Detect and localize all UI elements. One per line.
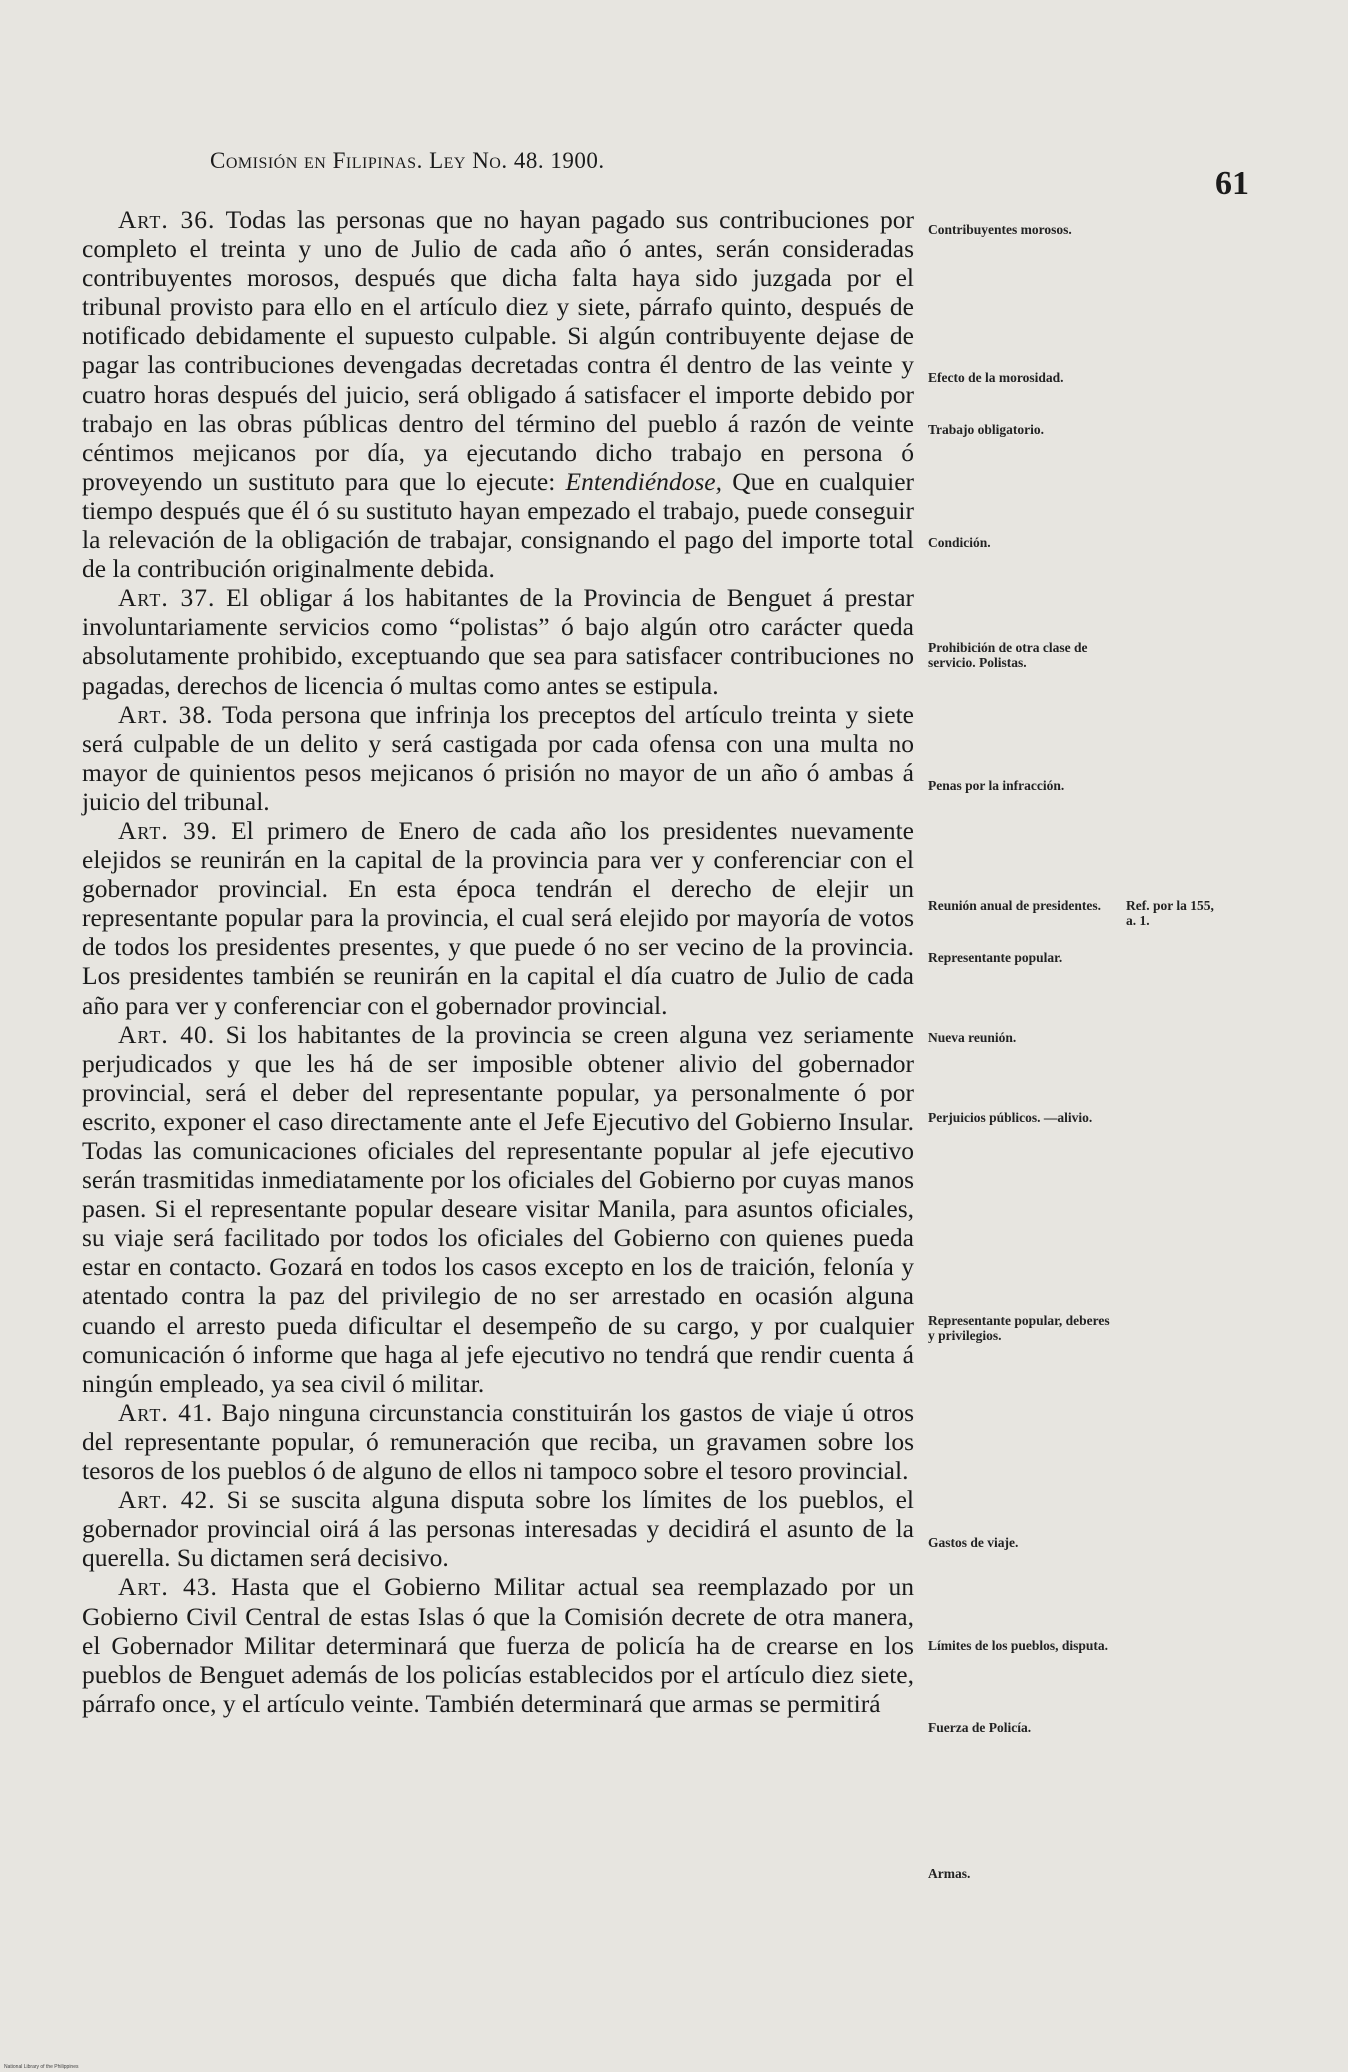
article-number: Art. 36.	[118, 205, 216, 234]
body-text	[82, 205, 914, 1718]
article-text: Bajo ninguna circunstancia constituirán los gastos de viaje ú otros del representante popular, ó remuneración que reciba, un gravamen sobre los tesoros de los pueblos ó de alguno de ellos ni tampoco sobre el tesoro provincial.	[82, 1397, 914, 1486]
margin-note: Penas por la infracción.	[928, 778, 1065, 793]
running-title: Comisión en Filipinas. Ley No. 48. 1900.	[210, 148, 605, 173]
article-40	[82, 1020, 914, 1398]
article-number: Art. 37.	[118, 583, 216, 613]
margin-note: Trabajo obligatorio.	[928, 422, 1044, 437]
margin-note: Reunión anual de presidentes.	[928, 898, 1102, 913]
article-text: El obligar á los habitantes de la Provincia de Benguet á prestar involuntariamente servicios como “polistas” ó bajo algún otro carácter queda absolutamente prohibido, exceptuando que sea para satisfacer contribuciones no pagadas, derechos de licencia ó multas como antes se estipula.	[82, 583, 914, 700]
article-text: Todas las personas que no hayan pagado sus contribuciones por completo el treinta y uno de Julio de cada año ó antes, serán consideradas contribuyentes morosos, después que dicha falta haya sido juzgada por el tribunal provisto para ello en el artículo diez y siete, párrafo quinto, después de notificado debidamente el supuesto culpable. Si algún contribuyente dejase de pagar las contribuciones devengadas decretadas contra él dentro de las veinte y cuatro horas después del juicio, será obligado á satisfacer el importe debido por trabajo en las obras públicas dentro del término del pueblo á razón de veinte céntimos mejicanos por día, ya ejecutando dicho trabajo en persona ó proveyendo un sustituto para que lo ejecute:	[82, 205, 914, 496]
article-text: Si los habitantes de la provincia se creen alguna vez seriamente perjudicados y que les há de ser imposible obtener alivio del gobernador provincial, será el deber del representante popular, ya personalmente ó por escrito, exponer el caso directamente ante el Jefe Ejecutivo del Gobierno Insular. Todas las comunicaciones oficiales del representante popular al jefe ejecutivo serán trasmitidas inmediatamente por los oficiales del Gobierno por cuyas manos pasen. Si el representante popular deseare visitar Manila, para asuntos oficiales, su viaje será facilitado por todos los oficiales del Gobierno con quienes pueda estar en contacto. Gozará en todos los casos excepto en los de traición, felonía y atentado contra la paz del privilegio de no ser arrestado en ocasión alguna cuando el arresto pueda dificultar el desempeño de su cargo, y por cualquier comunicación ó informe que haga al jefe ejecutivo no tendrá que rendir cuenta á ningún empleado, ya sea civil ó militar.	[82, 1019, 914, 1398]
margin-note: Límites de los pueblos, disputa.	[928, 1638, 1109, 1653]
article-42	[82, 1485, 914, 1572]
article-italic-text: Entendiéndose,	[565, 466, 722, 496]
cross-reference: Ref. por la 155, a. 1.	[1126, 898, 1214, 928]
article-number: Art. 43.	[118, 1572, 218, 1602]
library-footer: National Library of the Philippines	[4, 2064, 79, 2070]
margin-note: Nueva reunión.	[928, 1030, 1017, 1045]
article-text: El primero de Enero de cada año los presidentes nuevamente elejidos se reunirán en la capital de la provincia para ver y conferenciar con el gobernador provincial. En esta época tendrán el derecho de elejir un representante popular para la provincia, el cual será elejido por mayoría de votos de todos los presidentes presentes, y que puede ó no ser vecino de la provincia. Los presidentes también se reunirán en la capital el día cuatro de Julio de cada año para ver y conferenciar con el gobernador provincial.	[82, 815, 914, 1020]
article-text: Toda persona que infrinja los preceptos del artículo treinta y siete será culpable de un delito y será castigada por cada ofensa con una multa no mayor de quinientos pesos mejicanos ó prisión no mayor de un año ó ambas á juicio del tribunal.	[82, 699, 914, 816]
margin-note: Fuerza de Policía.	[928, 1720, 1032, 1735]
margin-note: Prohibición de otra clase de servicio. Polistas.	[928, 640, 1088, 670]
margin-note: Representante popular.	[928, 950, 1063, 965]
page-number: 61	[1215, 165, 1249, 202]
article-39	[82, 816, 914, 1020]
article-36	[82, 205, 914, 583]
margin-note: Contribuyentes morosos.	[928, 222, 1072, 237]
article-text: Hasta que el Gobierno Militar actual sea reemplazado por un Gobierno Civil Central de estas Islas ó que la Comisión decrete de otra manera, el Gobernador Militar determinará que fuerza de policía ha de crearse en los pueblos de Benguet además de los policías establecidos por el artículo diez siete, párrafo once, y el artículo veinte. También determinará que armas se permitirá	[82, 1572, 914, 1718]
margin-note: Gastos de viaje.	[928, 1535, 1019, 1550]
article-number: Art. 41.	[118, 1397, 214, 1427]
margin-note: Perjuicios públicos. —alivio.	[928, 1110, 1093, 1125]
article-number: Art. 42.	[118, 1485, 216, 1515]
article-number: Art. 40.	[118, 1019, 216, 1049]
article-41	[82, 1398, 914, 1485]
article-38	[82, 700, 914, 816]
margin-note: Condición.	[928, 535, 991, 550]
article-text: Si se suscita alguna disputa sobre los límites de los pueblos, el gobernador provincial oirá á las personas interesadas y decidirá el asunto de la querella. Su dictamen será decisivo.	[82, 1485, 914, 1573]
article-37	[82, 583, 914, 699]
article-number: Art. 38.	[118, 699, 214, 729]
article-43	[82, 1572, 914, 1717]
margin-note: Efecto de la morosidad.	[928, 370, 1064, 385]
margin-note: Armas.	[928, 1866, 971, 1881]
article-text-continued: Que en cualquier tiempo después que él ó su sustituto hayan empezado el trabajo, puede conseguir la relevación de la obligación de trabajar, consignando el pago del importe total de la contribución originalmente debida.	[82, 466, 915, 584]
article-number: Art. 39.	[118, 815, 218, 845]
margin-note: Representante popular, deberes y privilegios.	[928, 1313, 1110, 1343]
